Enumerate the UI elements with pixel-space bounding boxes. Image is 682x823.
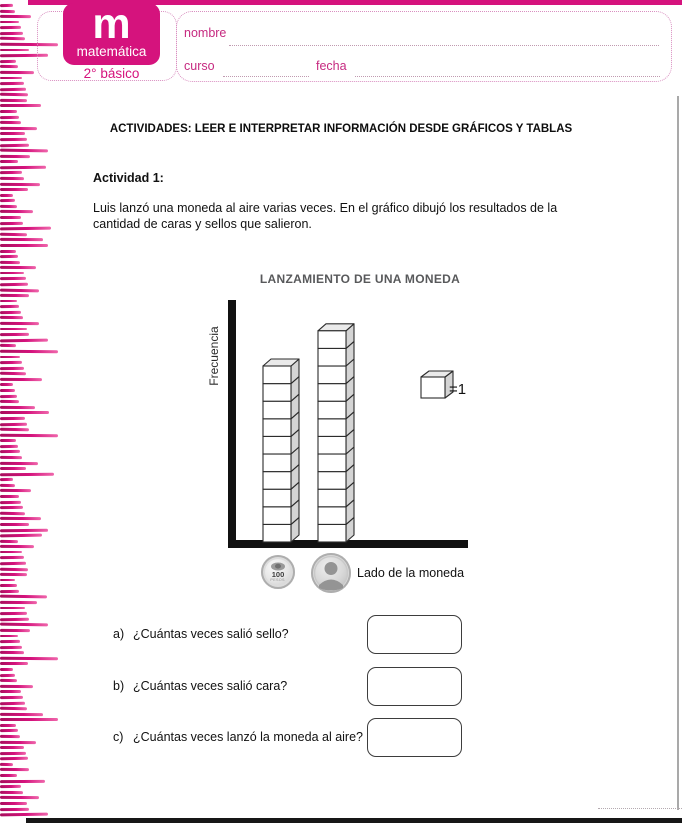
activity-heading: Actividad 1:	[93, 171, 164, 185]
course-label: curso	[184, 59, 215, 73]
description-line-2: cantidad de caras y sellos que salieron.	[93, 216, 312, 231]
description-line-1: Luis lanzó una moneda al aire varias veces. En el gráfico dibujó los resultados de la	[93, 201, 558, 215]
worksheet-title: ACTIVIDADES: LEER E INTERPRETAR INFORMACIÓN DESDE GRÁFICOS Y TABLAS	[109, 123, 573, 135]
course-input-line[interactable]	[223, 76, 309, 77]
question-row-c	[113, 718, 493, 758]
coin-value-text: 100	[271, 569, 285, 579]
question-text: ¿Cuántas veces lanzó la moneda al aire?	[133, 730, 363, 744]
question-letter: c)	[113, 730, 124, 744]
chart-title: LANZAMIENTO DE UNA MONEDA	[259, 272, 461, 286]
chart-x-axis-label: Lado de la moneda	[357, 566, 465, 580]
answer-box-a[interactable]	[367, 615, 462, 654]
page-right-edge-line	[677, 96, 679, 810]
portrait-icon	[311, 553, 351, 593]
logo-title: matemática	[76, 44, 147, 59]
question-text: ¿Cuántas veces salió sello?	[133, 627, 289, 641]
coin-cara-image	[311, 553, 351, 593]
coin-sello-image	[261, 555, 295, 589]
question-row-a	[113, 615, 493, 655]
question-letter: a)	[113, 627, 125, 641]
date-input-line[interactable]	[355, 76, 660, 77]
question-text: ¿Cuántas veces salió cara?	[133, 679, 288, 693]
bottom-right-dotted-line	[598, 808, 682, 809]
coin-toss-pictograph	[195, 268, 485, 578]
svg-text:=1: =1	[449, 381, 467, 398]
chart-y-axis-label: Frecuencia	[207, 326, 221, 386]
name-label: nombre	[184, 26, 227, 40]
grade-label: 2° básico	[83, 66, 140, 81]
question-row-b	[113, 667, 493, 707]
answer-box-b[interactable]	[367, 667, 462, 706]
matematica-logo	[63, 0, 160, 65]
page-bottom-edge-bar	[26, 818, 682, 823]
coin-sub-text: PESOS	[270, 577, 286, 582]
activity-description	[93, 201, 557, 232]
name-input-line[interactable]	[229, 45, 659, 46]
logo-m-glyph: m	[92, 0, 131, 48]
answer-box-c[interactable]	[367, 718, 462, 757]
student-info-box	[176, 11, 672, 82]
question-letter: b)	[113, 679, 125, 693]
date-label: fecha	[316, 59, 347, 73]
